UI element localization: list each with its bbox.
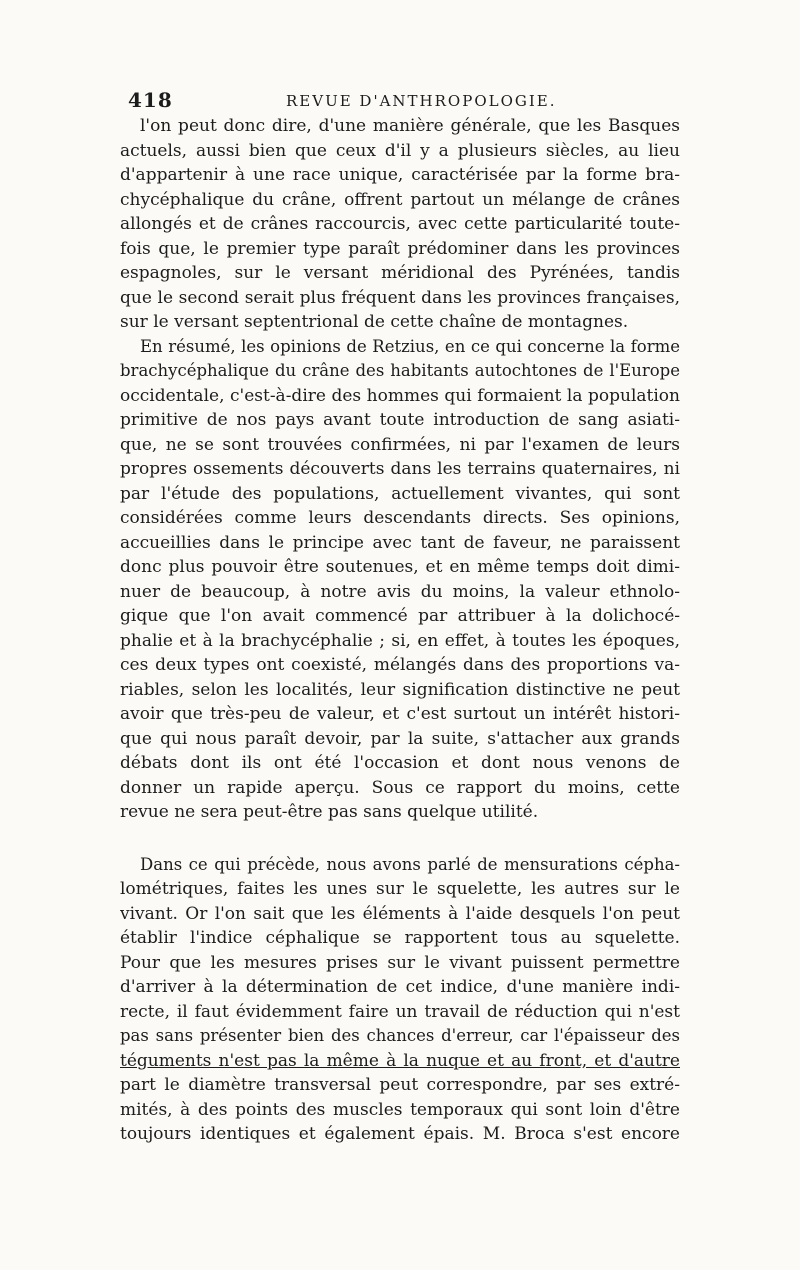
text-line: que le second serait plus fréquent dans les provinces françaises, bbox=[120, 287, 680, 308]
text-line: fois que, le premier type paraît prédominer dans les provinces bbox=[120, 238, 680, 259]
text-line: brachycéphalique du crâne des habitants autochtones de l'Europe bbox=[120, 361, 680, 380]
text-line: riables, selon les localités, leur signification distinctive ne peut bbox=[120, 679, 680, 700]
text-line: mités, à des points des muscles temporaux qui sont loin d'être bbox=[120, 1099, 680, 1120]
text-line: pas sans présenter bien des chances d'erreur, car l'épaisseur des bbox=[120, 1026, 680, 1045]
text-line: toujours identiques et également épais. M. Broca s'est encore bbox=[120, 1124, 680, 1144]
text-line: allongés et de crânes raccourcis, avec cette particularité toute- bbox=[120, 214, 680, 234]
text-line: espagnoles, sur le versant méridional des Pyrénées, tandis bbox=[120, 263, 680, 283]
text-line: chycéphalique du crâne, offrent partout un mélange de crânes bbox=[120, 189, 680, 210]
text-line: que, ne se sont trouvées confirmées, ni par l'examen de leurs bbox=[120, 434, 680, 455]
text-line: gique que l'on avait commencé par attribuer à la dolichocé- bbox=[120, 606, 680, 626]
text-line: vivant. Or l'on sait que les éléments à l'aide desquels l'on peut bbox=[120, 903, 680, 924]
text-line: Pour que les mesures prises sur le vivant puissent permettre bbox=[120, 952, 680, 973]
text-line: recte, il faut évidemment faire un travail de réduction qui n'est bbox=[120, 1001, 680, 1022]
text-line: donc plus pouvoir être soutenues, et en même temps doit dimi- bbox=[120, 557, 680, 577]
text-line: que qui nous paraît devoir, par la suite, s'attacher aux grands bbox=[120, 728, 680, 749]
text-line: propres ossements découverts dans les terrains quaternaires, ni bbox=[120, 459, 680, 479]
text-line: Dans ce qui précède, nous avons parlé de mensurations cépha- bbox=[140, 854, 680, 874]
text-line: primitive de nos pays avant toute introduction de sang asiati- bbox=[120, 410, 680, 430]
text-line: donner un rapide aperçu. Sous ce rapport du moins, cette bbox=[120, 777, 680, 798]
text-line: téguments n'est pas la même à la nuque et au front, et d'autre bbox=[120, 1050, 680, 1071]
text-line: d'arriver à la détermination de cet indice, d'une manière indi- bbox=[120, 977, 680, 997]
text-line: part le diamètre transversal peut correspondre, par ses extré- bbox=[120, 1075, 680, 1095]
text-line: accueillies dans le principe avec tant de faveur, ne paraissent bbox=[120, 532, 680, 553]
text-line: par l'étude des populations, actuellement vivantes, qui sont bbox=[120, 483, 680, 504]
text-line: revue ne sera peut-être pas sans quelque utilité. bbox=[120, 802, 539, 822]
text-line: occidentale, c'est-à-dire des hommes qui formaient la population bbox=[120, 385, 680, 406]
page-number: 418 bbox=[128, 88, 173, 112]
paragraph-gap bbox=[120, 825, 680, 853]
text-line: d'appartenir à une race unique, caractérisée par la forme bra- bbox=[120, 165, 680, 185]
text-line: débats dont ils ont été l'occasion et dont nous venons de bbox=[120, 753, 680, 773]
text-line: considérées comme leurs descendants directs. Ses opinions, bbox=[120, 508, 680, 528]
running-title: REVUE D'ANTHROPOLOGIE. bbox=[286, 92, 557, 110]
text-line: sur le versant septentrional de cette chaîne de montagnes. bbox=[120, 312, 629, 332]
text-line: nuer de beaucoup, à notre avis du moins, la valeur ethnolo- bbox=[120, 581, 680, 602]
paragraph-basques bbox=[120, 114, 680, 335]
body-text bbox=[120, 114, 680, 1147]
text-line: phalie et à la brachycéphalie ; si, en effet, à toutes les époques, bbox=[120, 630, 680, 651]
text-line: établir l'indice céphalique se rapportent tous au squelette. bbox=[120, 928, 680, 948]
text-line: actuels, aussi bien que ceux d'il y a plusieurs siècles, au lieu bbox=[120, 140, 680, 161]
text-line: ces deux types ont coexisté, mélangés dans des proportions va- bbox=[120, 655, 680, 675]
text-line: avoir que très-peu de valeur, et c'est surtout un intérêt histori- bbox=[120, 704, 680, 724]
text-line: lométriques, faites les unes sur le squelette, les autres sur le bbox=[120, 879, 680, 899]
text-line: l'on peut donc dire, d'une manière générale, que les Basques bbox=[140, 116, 680, 136]
page-header bbox=[128, 88, 668, 112]
paragraph-mensurations bbox=[120, 853, 680, 1147]
text-line: En résumé, les opinions de Retzius, en ce qui concerne la forme bbox=[140, 336, 680, 356]
paragraph-resume bbox=[120, 335, 680, 825]
